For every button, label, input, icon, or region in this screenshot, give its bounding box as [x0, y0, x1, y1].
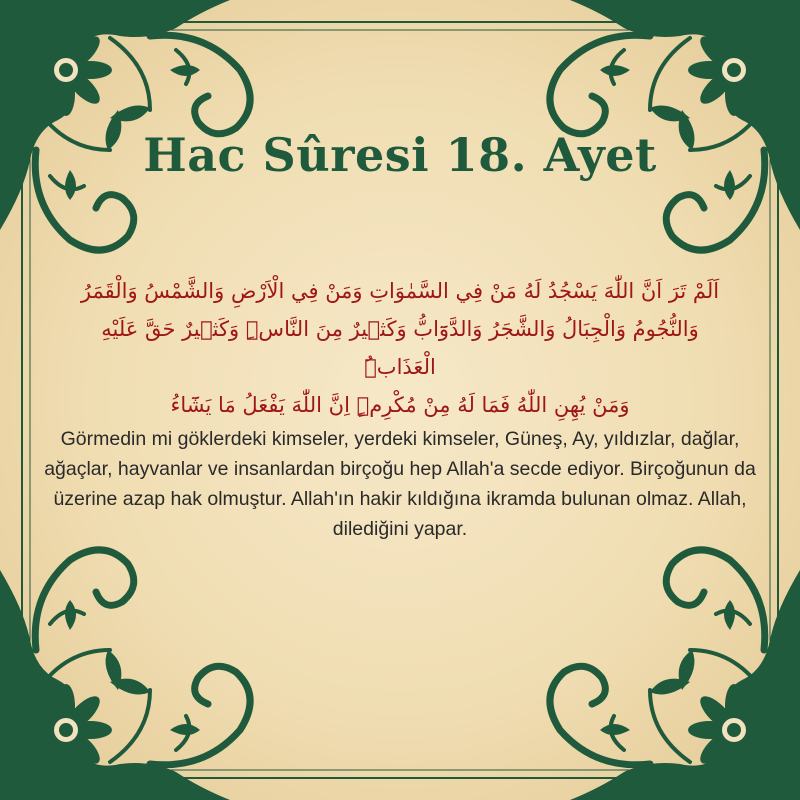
verse-title: Hac Sûresi 18. Ayet	[143, 128, 657, 182]
floral-corner-ornament-icon-top-right	[550, 0, 800, 250]
arabic-line-1: اَلَمْ تَرَ اَنَّ اللّٰهَ يَسْجُدُ لَهُ مَنْ فِي السَّمٰوَاتِ وَمَنْ فِي الْاَرْضِ وَالشَّمْسُ وَالْقَمَرُ	[80, 279, 720, 303]
arabic-verse	[80, 272, 720, 424]
floral-corner-ornament-icon-top-left	[0, 0, 250, 250]
turkish-translation: Görmedin mi göklerdeki kimseler, yerdeki kimseler, Güneş, Ay, yıldızlar, dağlar, ağaçlar, hayvanlar ve insanlardan birçoğu hep Allah'a secde ediyor. Birçoğunun da üzerine azap hak olmuştur. Allah'ın hakir kıldığına ikramda bulunan olmaz. Allah, dilediğini yapar.	[44, 428, 756, 540]
arabic-line-3: وَمَنْ يُهِنِ اللّٰهُ فَمَا لَهُ مِنْ مُكْرِمٍۜ اِنَّ اللّٰهَ يَفْعَلُ مَا يَشَٓاءُ	[170, 393, 630, 417]
arabic-line-2: وَالنُّجُومُ وَالْجِبَالُ وَالشَّجَرُ وَالدَّوَٓابُّ وَكَث۪يرٌ مِنَ النَّاسِۜ وَكَث۪يرٌ حَقَّ عَلَيْهِ الْعَذَابُۜ	[101, 317, 699, 379]
floral-corner-ornament-icon-bottom-left	[0, 550, 250, 800]
floral-corner-ornament-icon-bottom-right	[550, 550, 800, 800]
